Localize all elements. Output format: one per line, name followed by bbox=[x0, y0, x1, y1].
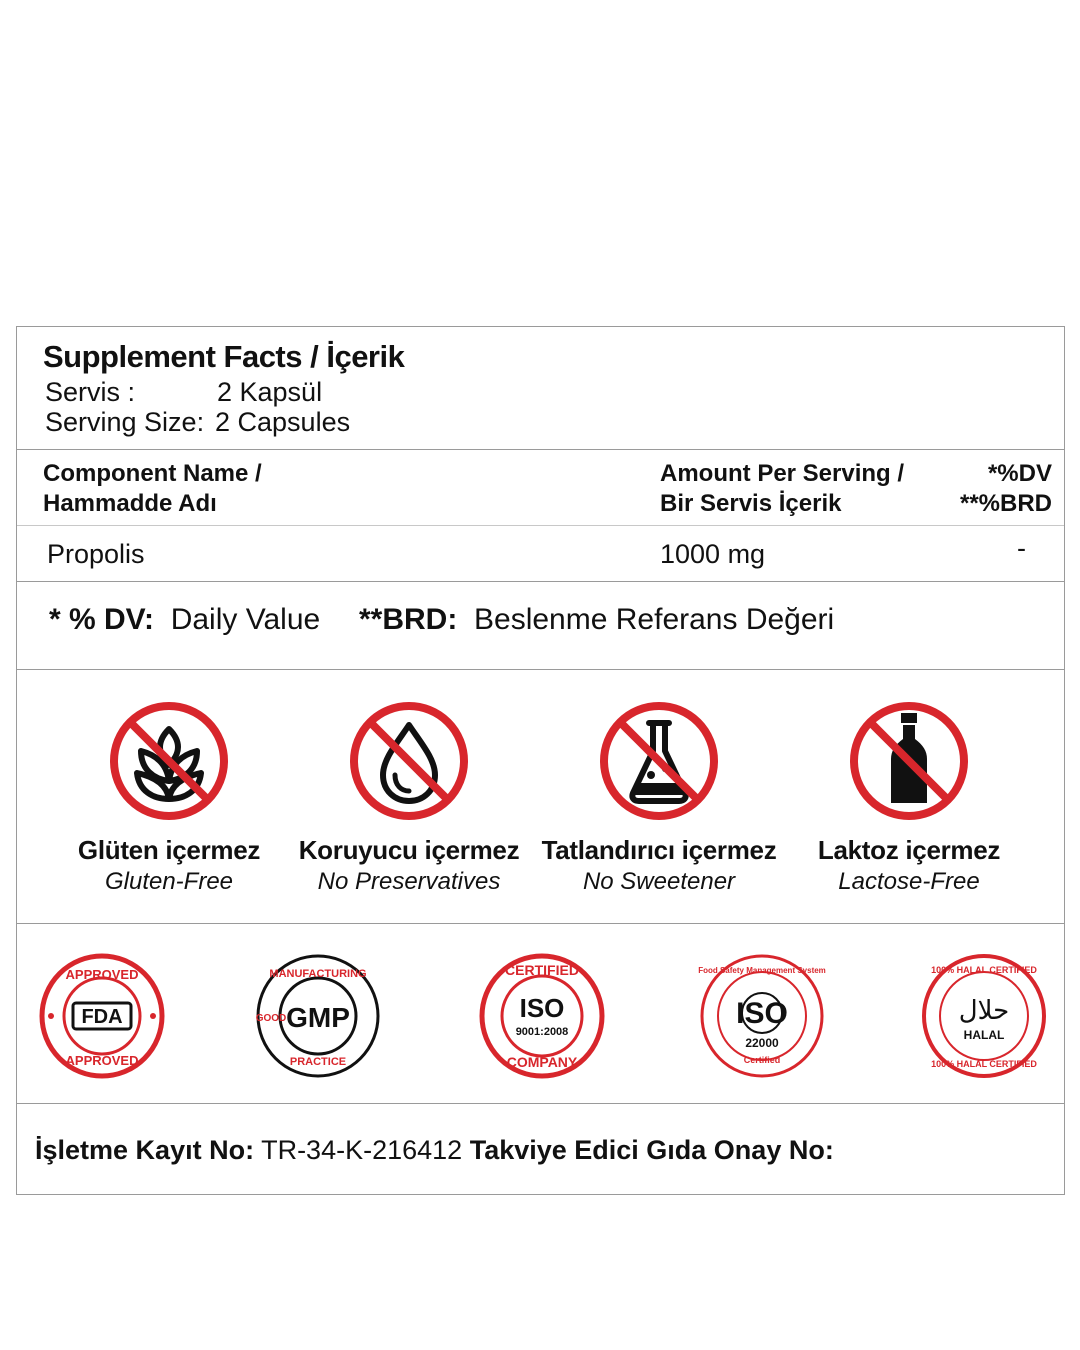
column-header-name-line2: Hammadde Adı bbox=[43, 490, 217, 517]
legend-dv bbox=[49, 603, 320, 637]
badge-label-tr: Tatlandırıcı içermez bbox=[541, 835, 777, 865]
serving-tr-label: Servis : bbox=[45, 377, 136, 407]
svg-text:Food Safety Management System: Food Safety Management System bbox=[698, 966, 826, 975]
svg-text:MANUFACTURING: MANUFACTURING bbox=[269, 968, 367, 980]
badge-label-tr: Koruyucu içermez bbox=[298, 835, 520, 865]
svg-text:GMP: GMP bbox=[286, 1002, 350, 1033]
serving-en-label: Serving Size: bbox=[45, 407, 205, 437]
svg-text:COMPANY: COMPANY bbox=[506, 1054, 578, 1070]
svg-text:ISO: ISO bbox=[736, 997, 788, 1030]
badge-label-en: Gluten-Free bbox=[104, 868, 234, 895]
badge-label-tr: Laktoz içermez bbox=[817, 835, 1001, 865]
column-header-name bbox=[43, 459, 262, 519]
svg-text:حلال: حلال bbox=[958, 996, 1010, 1026]
legend-brd-value: Beslenme Referans Değeri bbox=[474, 603, 835, 636]
page-title: Supplement Facts / İçerik bbox=[43, 339, 405, 374]
no-sweetener-icon bbox=[597, 699, 721, 823]
divider bbox=[17, 525, 1064, 526]
svg-text:100% HALAL CERTIFIED: 100% HALAL CERTIFIED bbox=[931, 1059, 1037, 1069]
fda-approved-seal bbox=[37, 951, 167, 1086]
registration-line bbox=[35, 1135, 834, 1166]
serving-en-value: 2 Capsules bbox=[215, 407, 351, 437]
legend-brd bbox=[359, 603, 834, 637]
badge-gluten-free bbox=[49, 699, 289, 896]
badge-no-sweetener bbox=[539, 699, 779, 896]
table-cell-amount: 1000 mg bbox=[660, 539, 766, 569]
serving-tr-value: 2 Kapsül bbox=[217, 377, 323, 407]
registration-number: TR-34-K-216412 bbox=[261, 1135, 463, 1165]
gmp-seal bbox=[253, 951, 383, 1086]
registration-label: İşletme Kayıt No: bbox=[35, 1135, 255, 1165]
column-header-amount-line2: Bir Servis İçerik bbox=[660, 490, 842, 517]
column-header-dv-line1: *%DV bbox=[987, 460, 1052, 487]
divider bbox=[17, 669, 1064, 670]
badge-lactose-free bbox=[789, 699, 1029, 896]
badge-label-en: No Sweetener bbox=[582, 868, 736, 895]
legend-dv-value: Daily Value bbox=[170, 603, 321, 636]
approval-label: Takviye Edici Gıda Onay No: bbox=[469, 1135, 834, 1165]
svg-text:PRACTICE: PRACTICE bbox=[289, 1056, 347, 1068]
badge-label-en: No Preservatives bbox=[317, 868, 501, 895]
table-cell-dv: - bbox=[1017, 533, 1026, 563]
column-header-amount-line1: Amount Per Serving / bbox=[660, 460, 905, 487]
svg-text:HALAL: HALAL bbox=[963, 1028, 1005, 1042]
column-header-name-line1: Component Name / bbox=[43, 460, 262, 487]
svg-text:FDA: FDA bbox=[81, 1006, 123, 1028]
svg-text:GOOD: GOOD bbox=[255, 1013, 287, 1024]
badge-no-preservatives bbox=[289, 699, 529, 896]
serving-row-en bbox=[45, 407, 350, 438]
iso-22000-seal bbox=[697, 951, 827, 1086]
legend-brd-key: **BRD: bbox=[359, 603, 458, 636]
no-lactose-icon bbox=[847, 699, 971, 823]
iso-9001-seal bbox=[477, 951, 607, 1086]
badge-label-tr: Glüten içermez bbox=[77, 835, 261, 865]
no-gluten-icon bbox=[107, 699, 231, 823]
badge-label-en: Lactose-Free bbox=[838, 868, 980, 895]
divider bbox=[17, 581, 1064, 582]
no-preservatives-icon bbox=[347, 699, 471, 823]
svg-text:APPROVED: APPROVED bbox=[65, 1053, 139, 1068]
divider bbox=[17, 1103, 1064, 1104]
halal-seal bbox=[919, 951, 1049, 1086]
legend-dv-key: * % DV: bbox=[49, 603, 155, 636]
svg-text:Certified: Certified bbox=[743, 1055, 781, 1065]
divider bbox=[17, 449, 1064, 450]
supplement-facts-panel bbox=[16, 326, 1065, 1195]
svg-text:APPROVED: APPROVED bbox=[65, 967, 139, 982]
svg-text:9001:2008: 9001:2008 bbox=[515, 1026, 569, 1038]
svg-text:100% HALAL CERTIFIED: 100% HALAL CERTIFIED bbox=[931, 965, 1037, 975]
divider bbox=[17, 923, 1064, 924]
column-header-amount bbox=[660, 459, 904, 519]
column-header-dv bbox=[960, 459, 1052, 519]
svg-text:ISO: ISO bbox=[519, 993, 565, 1023]
serving-row-tr bbox=[45, 377, 322, 408]
svg-text:22000: 22000 bbox=[745, 1036, 779, 1050]
column-header-dv-line2: **%BRD bbox=[959, 490, 1052, 517]
table-cell-component: Propolis bbox=[47, 539, 145, 569]
svg-text:CERTIFIED: CERTIFIED bbox=[505, 962, 579, 978]
